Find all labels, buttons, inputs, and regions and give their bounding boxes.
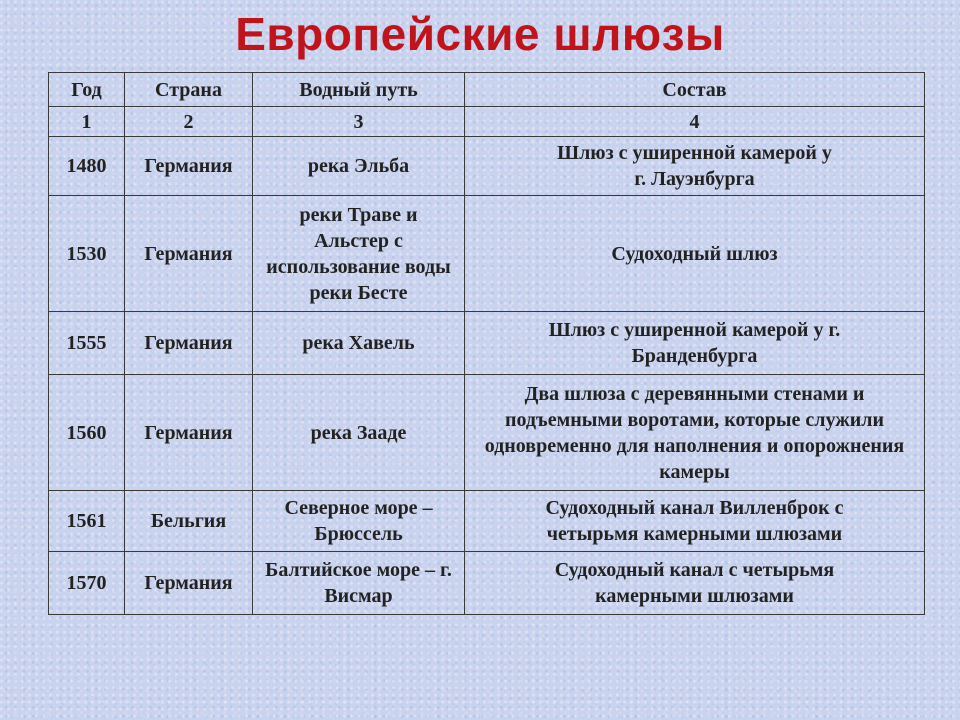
cell-country: Германия (125, 375, 253, 491)
cell-year: 1570 (49, 552, 125, 615)
european-locks-table (48, 72, 925, 615)
cell-composition: Шлюз с уширенной камерой у г. Лауэнбурга (465, 137, 925, 196)
cell-country: Германия (125, 552, 253, 615)
cell-composition: Судоходный канал с четырьмя камерными шлюзами (465, 552, 925, 615)
header-country: Страна (125, 73, 253, 107)
cell-year: 1560 (49, 375, 125, 491)
table-header-row (49, 73, 925, 107)
column-number: 1 (49, 107, 125, 137)
cell-waterway: река Хавель (253, 312, 465, 375)
cell-composition: Судоходный канал Вилленброк с четырьмя камерными шлюзами (465, 491, 925, 552)
header-year: Год (49, 73, 125, 107)
column-number: 2 (125, 107, 253, 137)
cell-year: 1480 (49, 137, 125, 196)
table-row (49, 137, 925, 196)
column-number-row (49, 107, 925, 137)
table-row (49, 552, 925, 615)
header-waterway: Водный путь (253, 73, 465, 107)
cell-country: Германия (125, 196, 253, 312)
table-row (49, 312, 925, 375)
cell-composition: Шлюз с уширенной камерой у г. Бранденбурга (465, 312, 925, 375)
table-row (49, 491, 925, 552)
column-number: 4 (465, 107, 925, 137)
cell-composition: Судоходный шлюз (465, 196, 925, 312)
cell-country: Бельгия (125, 491, 253, 552)
cell-year: 1530 (49, 196, 125, 312)
cell-composition: Два шлюза с деревянными стенами и подъемными воротами, которые служили одновременно для наполнения и опорожнения камеры (465, 375, 925, 491)
page-title: Европейские шлюзы (235, 8, 725, 60)
cell-waterway: река Зааде (253, 375, 465, 491)
cell-waterway: Северное море – Брюссель (253, 491, 465, 552)
cell-year: 1561 (49, 491, 125, 552)
cell-waterway: реки Траве и Альстер с использование воды реки Бесте (253, 196, 465, 312)
cell-country: Германия (125, 312, 253, 375)
table-row (49, 375, 925, 491)
column-number: 3 (253, 107, 465, 137)
cell-year: 1555 (49, 312, 125, 375)
cell-waterway: река Эльба (253, 137, 465, 196)
table-row (49, 196, 925, 312)
cell-waterway: Балтийское море – г. Висмар (253, 552, 465, 615)
cell-country: Германия (125, 137, 253, 196)
header-composition: Состав (465, 73, 925, 107)
